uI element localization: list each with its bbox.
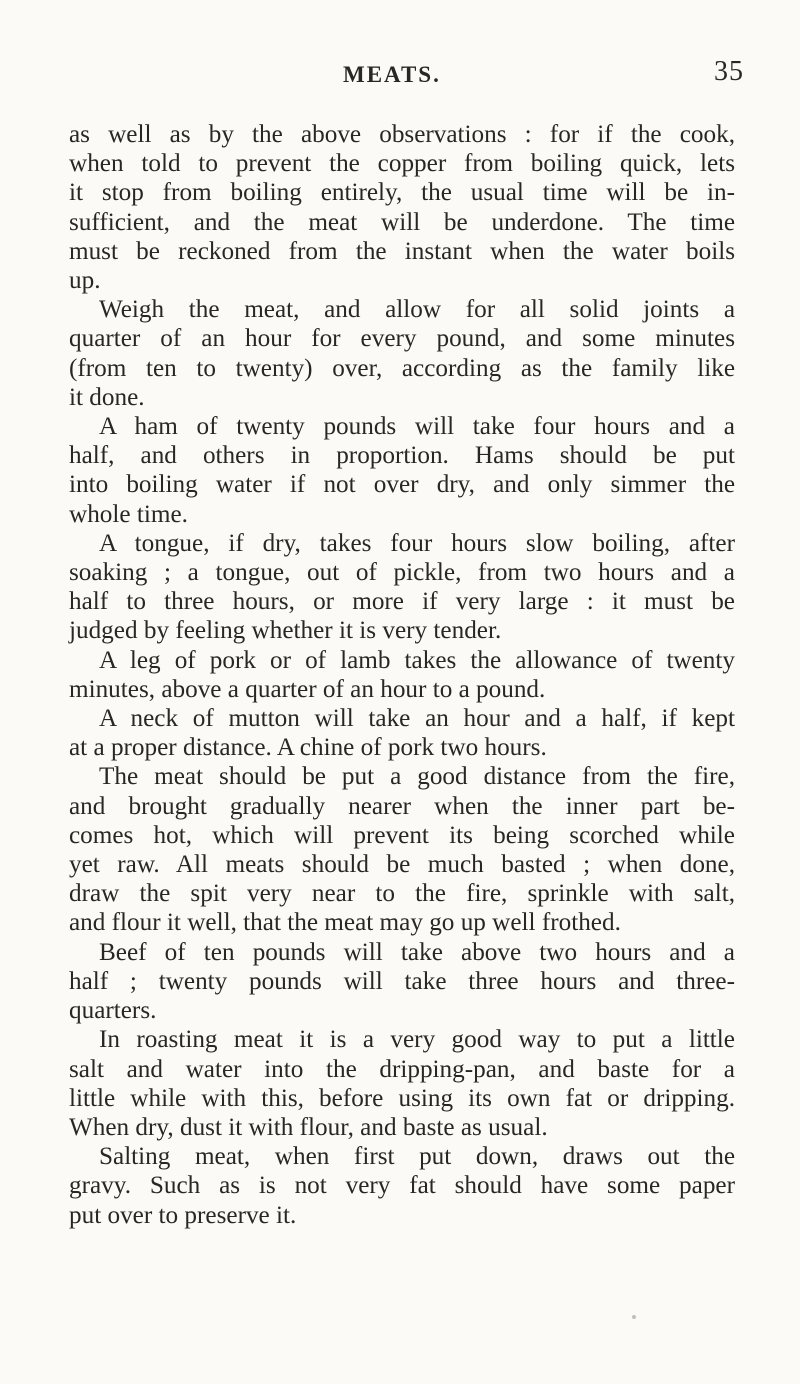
running-header <box>0 56 800 102</box>
text-line: sufficient, and the meat will be underdone. The time <box>69 208 735 236</box>
text-line: put over to preserve it. <box>69 1201 297 1229</box>
text-line: little while with this, before using its own fat or dripping. <box>69 1084 735 1112</box>
text-line: In roasting meat it is a very good way to put a little <box>99 1026 735 1054</box>
text-line: (from ten to twenty) over, according as the family like <box>69 354 735 382</box>
paragraph <box>69 529 735 646</box>
text-line: Beef of ten pounds will take above two hours and a <box>99 938 735 966</box>
text-line: When dry, dust it with flour, and baste as usual. <box>69 1113 548 1141</box>
text-line: yet raw. All meats should be much basted ; when done, <box>69 851 735 879</box>
paper-speck <box>632 1315 636 1319</box>
text-line: it done. <box>69 383 145 411</box>
paragraph <box>69 704 735 762</box>
text-line: gravy. Such as is not very fat should have some paper <box>69 1172 735 1200</box>
text-line: A neck of mutton will take an hour and a half, if kept <box>99 705 735 733</box>
text-line: and brought gradually nearer when the inner part be- <box>69 792 735 820</box>
text-line: it stop from boiling entirely, the usual time will be in- <box>69 179 735 207</box>
paragraph <box>69 1025 735 1142</box>
text-line: when told to prevent the copper from boiling quick, lets <box>69 150 735 178</box>
text-line: draw the spit very near to the fire, sprinkle with salt, <box>69 880 735 908</box>
text-line: soaking ; a tongue, out of pickle, from two hours and a <box>69 559 735 587</box>
text-line: minutes, above a quarter of an hour to a pound. <box>69 675 546 703</box>
page-number: 35 <box>714 56 744 87</box>
text-line: judged by feeling whether it is very tender. <box>69 617 502 645</box>
text-line: quarters. <box>69 997 157 1025</box>
text-line: as well as by the above observations : for if the cook, <box>69 121 735 148</box>
text-line: up. <box>69 267 101 295</box>
text-line: must be reckoned from the instant when the water boils <box>69 237 735 265</box>
paragraph <box>69 762 735 937</box>
text-line: A leg of pork or of lamb takes the allowance of twenty <box>99 646 735 674</box>
paragraph <box>69 1142 735 1230</box>
text-line: half to three hours, or more if very large : it must be <box>69 588 735 616</box>
text-line: A tongue, if dry, takes four hours slow boiling, after <box>99 529 735 557</box>
text-line: Salting meat, when first put down, draws out the <box>99 1143 735 1171</box>
text-line: half ; twenty pounds will take three hours and three- <box>69 967 735 995</box>
body-text <box>69 120 735 1230</box>
text-line: Weigh the meat, and allow for all solid joints a <box>99 296 735 324</box>
text-line: The meat should be put a good distance from the fire, <box>99 763 735 791</box>
page-title: MEATS. <box>343 62 441 87</box>
paragraph <box>69 938 735 1026</box>
text-line: salt and water into the dripping-pan, and baste for a <box>69 1055 735 1083</box>
text-line: A ham of twenty pounds will take four hours and a <box>99 413 735 441</box>
text-line: at a proper distance. A chine of pork two hours. <box>69 734 547 762</box>
text-line: quarter of an hour for every pound, and some minutes <box>69 325 735 353</box>
text-line: and flour it well, that the meat may go up well frothed. <box>69 909 621 937</box>
text-line: comes hot, which will prevent its being scorched while <box>69 821 735 849</box>
text-line: half, and others in proportion. Hams should be put <box>69 442 735 470</box>
text-line: into boiling water if not over dry, and only simmer the <box>69 471 735 499</box>
text-line: whole time. <box>69 500 188 528</box>
paragraph <box>69 412 735 529</box>
paragraph <box>69 120 735 295</box>
paragraph <box>69 295 735 412</box>
paragraph <box>69 646 735 704</box>
